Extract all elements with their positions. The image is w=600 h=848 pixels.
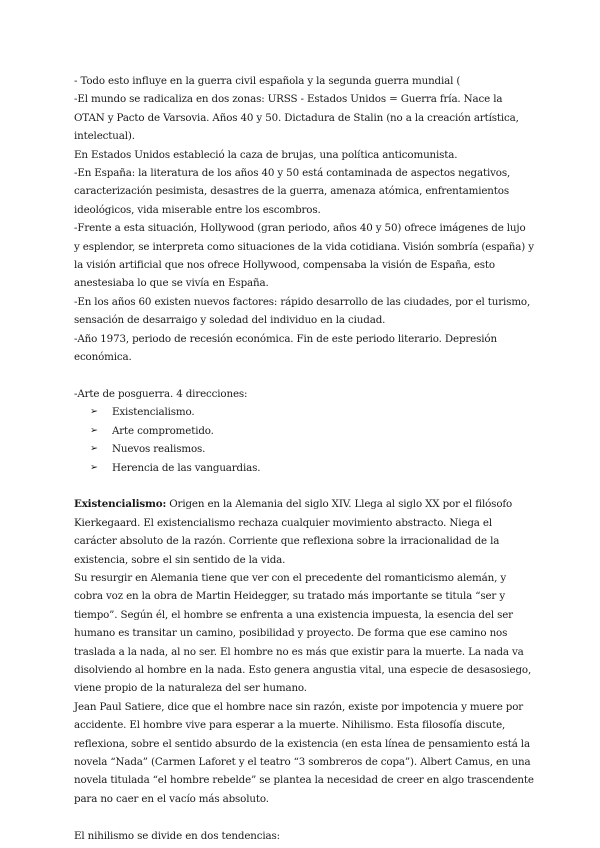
arrow-bullet-icon: ➢ <box>90 461 98 473</box>
paragraph-intro-5: -Frente a esta situación, Hollywood (gran periodo, años 40 y 50) ofrece imágenes de lujo y esplendor, se interpreta como situaciones de la vida cotidiana. Visión sombría (españa) y la visión artificial que nos ofrece Hollywood, compensaba la visión de España, esto anestesiaba lo que se vivía en España. <box>74 222 534 290</box>
list-item <box>90 422 534 440</box>
paragraph-intro-3: En Estados Unidos estableció la caza de brujas, una política anticomunista. <box>74 148 458 161</box>
document-body <box>74 72 534 845</box>
existencialismo-term: Existencialismo: <box>74 498 167 511</box>
paragraph-intro-2: -El mundo se radicaliza en dos zonas: URSS - Estados Unidos = Guerra fría. Nace la OTAN y Pacto de Varsovia. Años 40 y 50. Dictadura de Stalin (no a la creación artística, intelectual). <box>74 93 519 143</box>
paragraph-intro-1: - Todo esto influye en la guerra civil española y la segunda guerra mundial ( <box>74 75 461 87</box>
list-item-label: Nuevos realismos. <box>112 443 206 456</box>
arrow-bullet-icon: ➢ <box>90 424 98 436</box>
arrow-bullet-icon: ➢ <box>90 443 98 455</box>
list-item-label: Herencia de las vanguardias. <box>112 461 261 474</box>
list-item <box>90 403 534 421</box>
spacer <box>74 367 534 385</box>
paragraph-intro-6: -En los años 60 existen nuevos factores: rápido desarrollo de las ciudades, por el turismo, sensación de desarraigo y soledad del individuo en la ciudad. <box>74 295 531 327</box>
existencialismo-paragraph <box>74 495 534 569</box>
existencialismo-definition: Origen en la Alemania del siglo XIV. Llega al siglo XX por el filósofo Kierkegaard. El existencialismo rechaza cualquier movimiento abstracto. Niega el carácter absoluto de la razón. Corriente que reflexiona sobre la irracionalidad de la existencia, sobre el sin sentido de la vida. <box>74 498 513 566</box>
list-item <box>90 440 534 458</box>
list-item-label: Existencialismo. <box>112 406 195 419</box>
arte-heading: -Arte de posguerra. 4 direcciones: <box>74 387 248 400</box>
spacer <box>74 808 534 826</box>
arrow-bullet-icon: ➢ <box>90 406 98 418</box>
arte-directions-list <box>74 403 534 477</box>
list-item <box>90 459 534 477</box>
nihilismo-paragraph: El nihilismo se divide en dos tendencias: <box>74 829 280 842</box>
paragraph-intro-7: -Año 1973, periodo de recesión económica. Fin de este periodo literario. Depresión económica. <box>74 332 497 364</box>
paragraph-intro-4: -En España: la literatura de los años 40 y 50 está contaminada de aspectos negativos, caracterización pesimista, desastres de la guerra, amenaza atómica, enfrentamientos ideológicos, vida miserable entre los escombros. <box>74 167 511 216</box>
heidegger-paragraph: Su resurgir en Alemania tiene que ver con el precedente del romanticismo alemán, y cobra voz en la obra de Martin Heidegger, su tratado más importante se titula “ser y tiempo”. Según él, el hombre se enfrenta a una existencia impuesta, la esencia del ser humano es transitar un camino, posibilidad y proyecto. De forma que ese camino nos traslada a la nada, al no ser. El hombre no es más que existir para la muerte. La nada va disolviendo al hombre en la nada. Esto genera angustia vital, una especie de desasosiego, viene propio de la naturaleza del ser humano. <box>74 571 532 695</box>
spacer <box>74 477 534 495</box>
list-item-label: Arte comprometido. <box>112 424 214 437</box>
sartre-paragraph: Jean Paul Satiere, dice que el hombre nace sin razón, existe por impotencia y muere por accidente. El hombre vive para esperar a la muerte. Nihilismo. Esta filosofía discute, reflexiona, sobre el sentido absurdo de la existencia (en esta línea de pensamiento está la novela “Nada” (Carmen Laforet y el teatro “3 sombreros de copa”). Albert Camus, en una novela titulada “el hombre rebelde” se plantea la necesidad de creer en algo trascendente para no caer en el vacío más absoluto. <box>74 700 534 805</box>
